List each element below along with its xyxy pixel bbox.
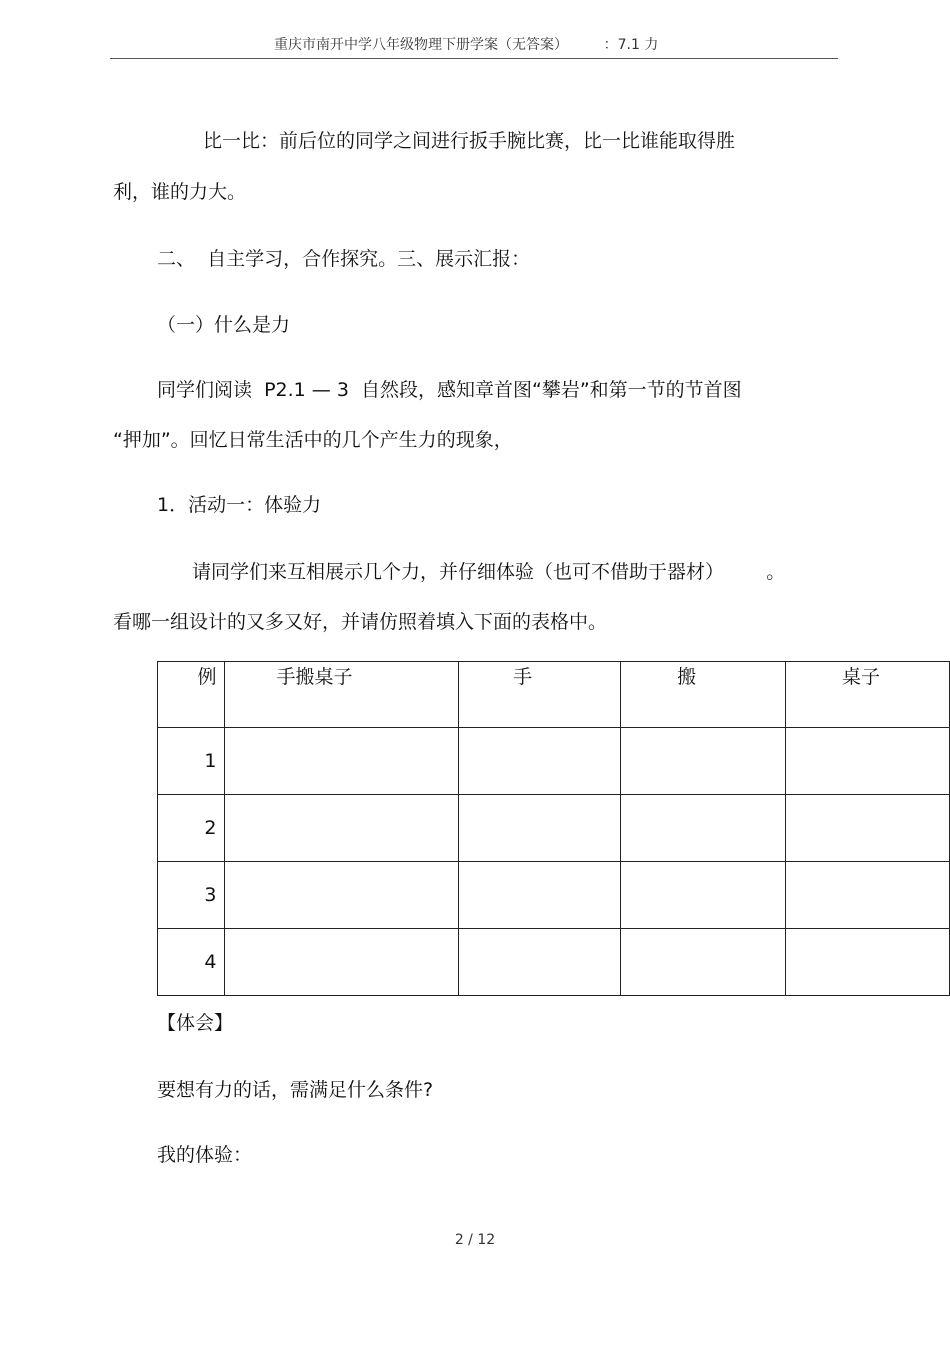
table-row	[158, 795, 950, 862]
table-cell	[224, 929, 459, 996]
header-rule	[110, 58, 838, 59]
paragraph-compare-line2: 利，谁的力大。	[113, 181, 247, 203]
table-cell	[224, 862, 459, 929]
page-number: 2 / 12	[454, 1232, 496, 1248]
table-cell	[785, 795, 949, 862]
activity-one-heading: 1．活动一：体验力	[157, 494, 322, 516]
table-header-row	[158, 662, 950, 728]
row-number-cell: 1	[158, 728, 225, 795]
experience-table	[157, 661, 950, 996]
table-row	[158, 929, 950, 996]
table-cell	[785, 862, 949, 929]
table-cell	[224, 728, 459, 795]
table-cell	[621, 728, 786, 795]
table-row	[158, 728, 950, 795]
table-header-cell: 手	[459, 662, 621, 728]
paragraph-reading-line2: “押加”。回忆日常生活中的几个产生力的现象，	[113, 429, 513, 451]
my-experience-label: 我的体验：	[157, 1144, 253, 1166]
header-title: 重庆市南开中学八年级物理下册学案（无答案） ：7.1 力	[274, 37, 659, 53]
paragraph-activity-line1: 请同学们来互相展示几个力，并仔细体验（也可不借助于器材） 。	[192, 561, 786, 583]
table-header-cell: 搬	[621, 662, 786, 728]
row-number-cell: 3	[158, 862, 225, 929]
table-cell	[621, 929, 786, 996]
table-cell	[621, 862, 786, 929]
table-row	[158, 862, 950, 929]
page-header	[0, 30, 950, 60]
table-cell	[459, 795, 621, 862]
table-header-cell: 例	[158, 662, 225, 728]
section-heading-2-3: 二、 自主学习，合作探究。三、展示汇报：	[157, 248, 531, 270]
paragraph-reading-line1: 同学们阅读 P2.1 — 3 自然段，感知章首图“攀岩”和第一节的节首图	[157, 379, 742, 401]
question-conditions: 要想有力的话，需满足什么条件?	[157, 1079, 434, 1101]
row-number-cell: 4	[158, 929, 225, 996]
paragraph-activity-line2: 看哪一组设计的又多又好，并请仿照着填入下面的表格中。	[113, 611, 608, 633]
table-cell	[459, 728, 621, 795]
paragraph-compare-line1: 比一比：前后位的同学之间进行扳手腕比赛，比一比谁能取得胜	[203, 130, 736, 152]
table-cell	[459, 862, 621, 929]
subsection-heading-what-is-force: （一）什么是力	[157, 314, 291, 336]
table-cell	[459, 929, 621, 996]
table-cell	[621, 795, 786, 862]
row-number-cell: 2	[158, 795, 225, 862]
table-cell	[785, 728, 949, 795]
table-cell	[785, 929, 949, 996]
table-header-cell: 桌子	[785, 662, 949, 728]
table-header-cell: 手搬桌子	[224, 662, 459, 728]
reflection-heading: 【体会】	[157, 1012, 234, 1034]
table-cell	[224, 795, 459, 862]
